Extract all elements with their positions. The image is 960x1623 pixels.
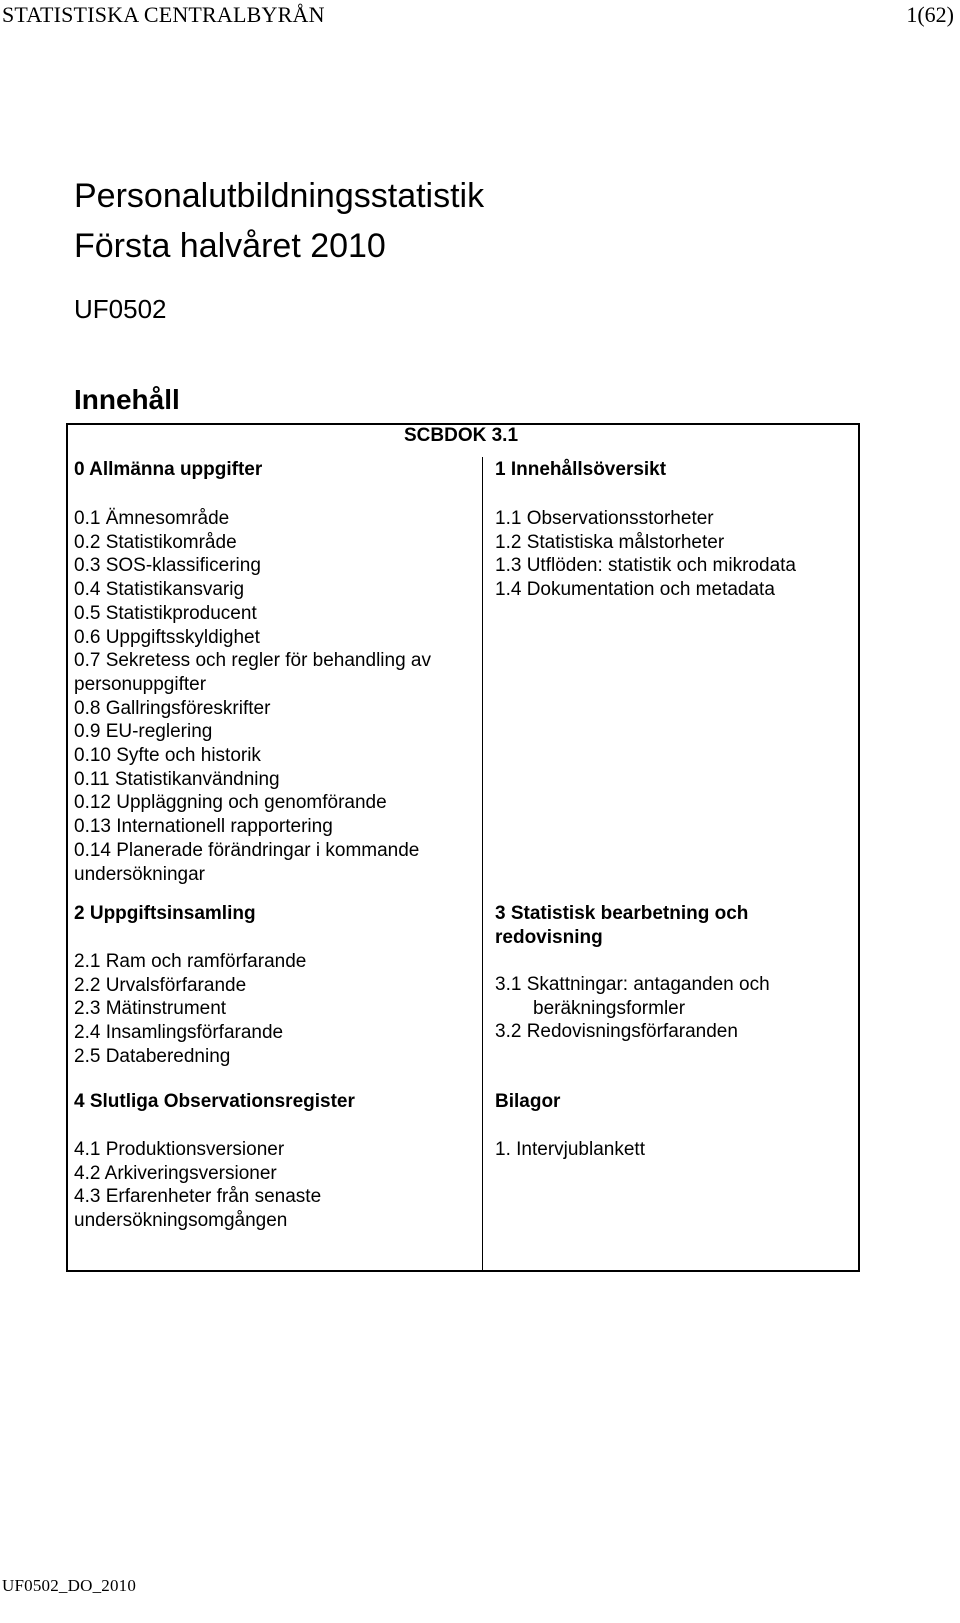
product-code: UF0502 [74,294,167,324]
appendices-heading: Bilagor [495,1091,561,1112]
toc-item[interactable]: 0.1 Ämnesområde [74,508,230,529]
toc-item[interactable]: 2.2 Urvalsförfarande [74,974,247,996]
toc-item[interactable]: 0.7 Sekretess och regler för behandling av [74,650,431,672]
toc-item[interactable]: 0.4 Statistikansvarig [74,579,245,601]
toc-item-continuation[interactable]: beräkningsformler [533,997,686,1019]
toc-item[interactable]: 0.6 Uppgiftsskyldighet [74,626,260,648]
document-title: Personalutbildningsstatistik [74,177,485,215]
section-2-list [74,950,306,1069]
toc-item[interactable]: 2.4 Insamlingsförfarande [74,1022,284,1044]
toc-item[interactable]: 0.5 Statistikproducent [74,602,257,624]
page-number: 1(62) [906,2,954,27]
toc-item[interactable]: 4.3 Erfarenheter från senaste [74,1186,322,1208]
toc-item-continuation[interactable]: undersökningsomgången [74,1210,288,1232]
toc-item[interactable]: 1. Intervjublankett [495,1139,645,1160]
toc-item-continuation[interactable]: undersökningar [74,863,205,885]
toc-item[interactable]: 1.1 Observationsstorheter [495,508,714,529]
appendices-list [495,1138,645,1162]
table-of-contents [66,423,860,1272]
section-0-heading: 0 Allmänna uppgifter [74,459,263,480]
section-0-list [74,507,431,886]
section-3-heading [495,902,748,949]
toc-item[interactable]: 1.2 Statistiska målstorheter [495,531,725,553]
column-divider [482,457,483,1272]
section-4-heading: 4 Slutliga Observationsregister [74,1091,355,1112]
section-3-heading-line: 3 Statistisk bearbetning och [495,903,749,924]
document-subtitle: Första halvåret 2010 [74,227,386,265]
toc-item[interactable]: 4.2 Arkiveringsversioner [74,1162,277,1184]
toc-item[interactable]: 2.3 Mätinstrument [74,998,227,1020]
toc-item[interactable]: 3.2 Redovisningsförfaranden [495,1021,738,1043]
toc-item[interactable]: 2.1 Ram och ramförfarande [74,951,307,972]
toc-item[interactable]: 4.1 Produktionsversioner [74,1139,285,1160]
toc-item[interactable]: 0.3 SOS-klassificering [74,555,261,577]
contents-heading: Innehåll [74,384,180,415]
section-1-heading: 1 Innehållsöversikt [495,459,667,480]
toc-item-continuation[interactable]: personuppgifter [74,673,207,695]
toc-item[interactable]: 0.9 EU-reglering [74,721,213,743]
footer-document-id: UF0502_DO_2010 [2,1576,137,1595]
section-1-list [495,507,796,602]
toc-item[interactable]: 0.2 Statistikområde [74,531,237,553]
section-2-heading: 2 Uppgiftsinsamling [74,903,256,924]
toc-header: SCBDOK 3.1 [404,425,519,446]
toc-item[interactable]: 1.3 Utflöden: statistik och mikrodata [495,555,796,577]
section-3-heading-line: redovisning [495,926,603,948]
header-organization: STATISTISKA CENTRALBYRÅN [2,2,325,27]
toc-item[interactable]: 0.10 Syfte och historik [74,745,261,767]
toc-item[interactable]: 0.8 Gallringsföreskrifter [74,697,271,719]
toc-item[interactable]: 1.4 Dokumentation och metadata [495,579,775,601]
toc-item[interactable]: 0.13 Internationell rapportering [74,816,333,838]
toc-item[interactable]: 3.1 Skattningar: antaganden och [495,974,770,995]
section-3-list [495,973,770,1044]
toc-item[interactable]: 0.14 Planerade förändringar i kommande [74,839,420,861]
section-4-list [74,1138,321,1233]
toc-item[interactable]: 0.12 Uppläggning och genomförande [74,792,387,814]
toc-item[interactable]: 0.11 Statistikanvändning [74,768,280,790]
toc-item[interactable]: 2.5 Databeredning [74,1045,231,1067]
